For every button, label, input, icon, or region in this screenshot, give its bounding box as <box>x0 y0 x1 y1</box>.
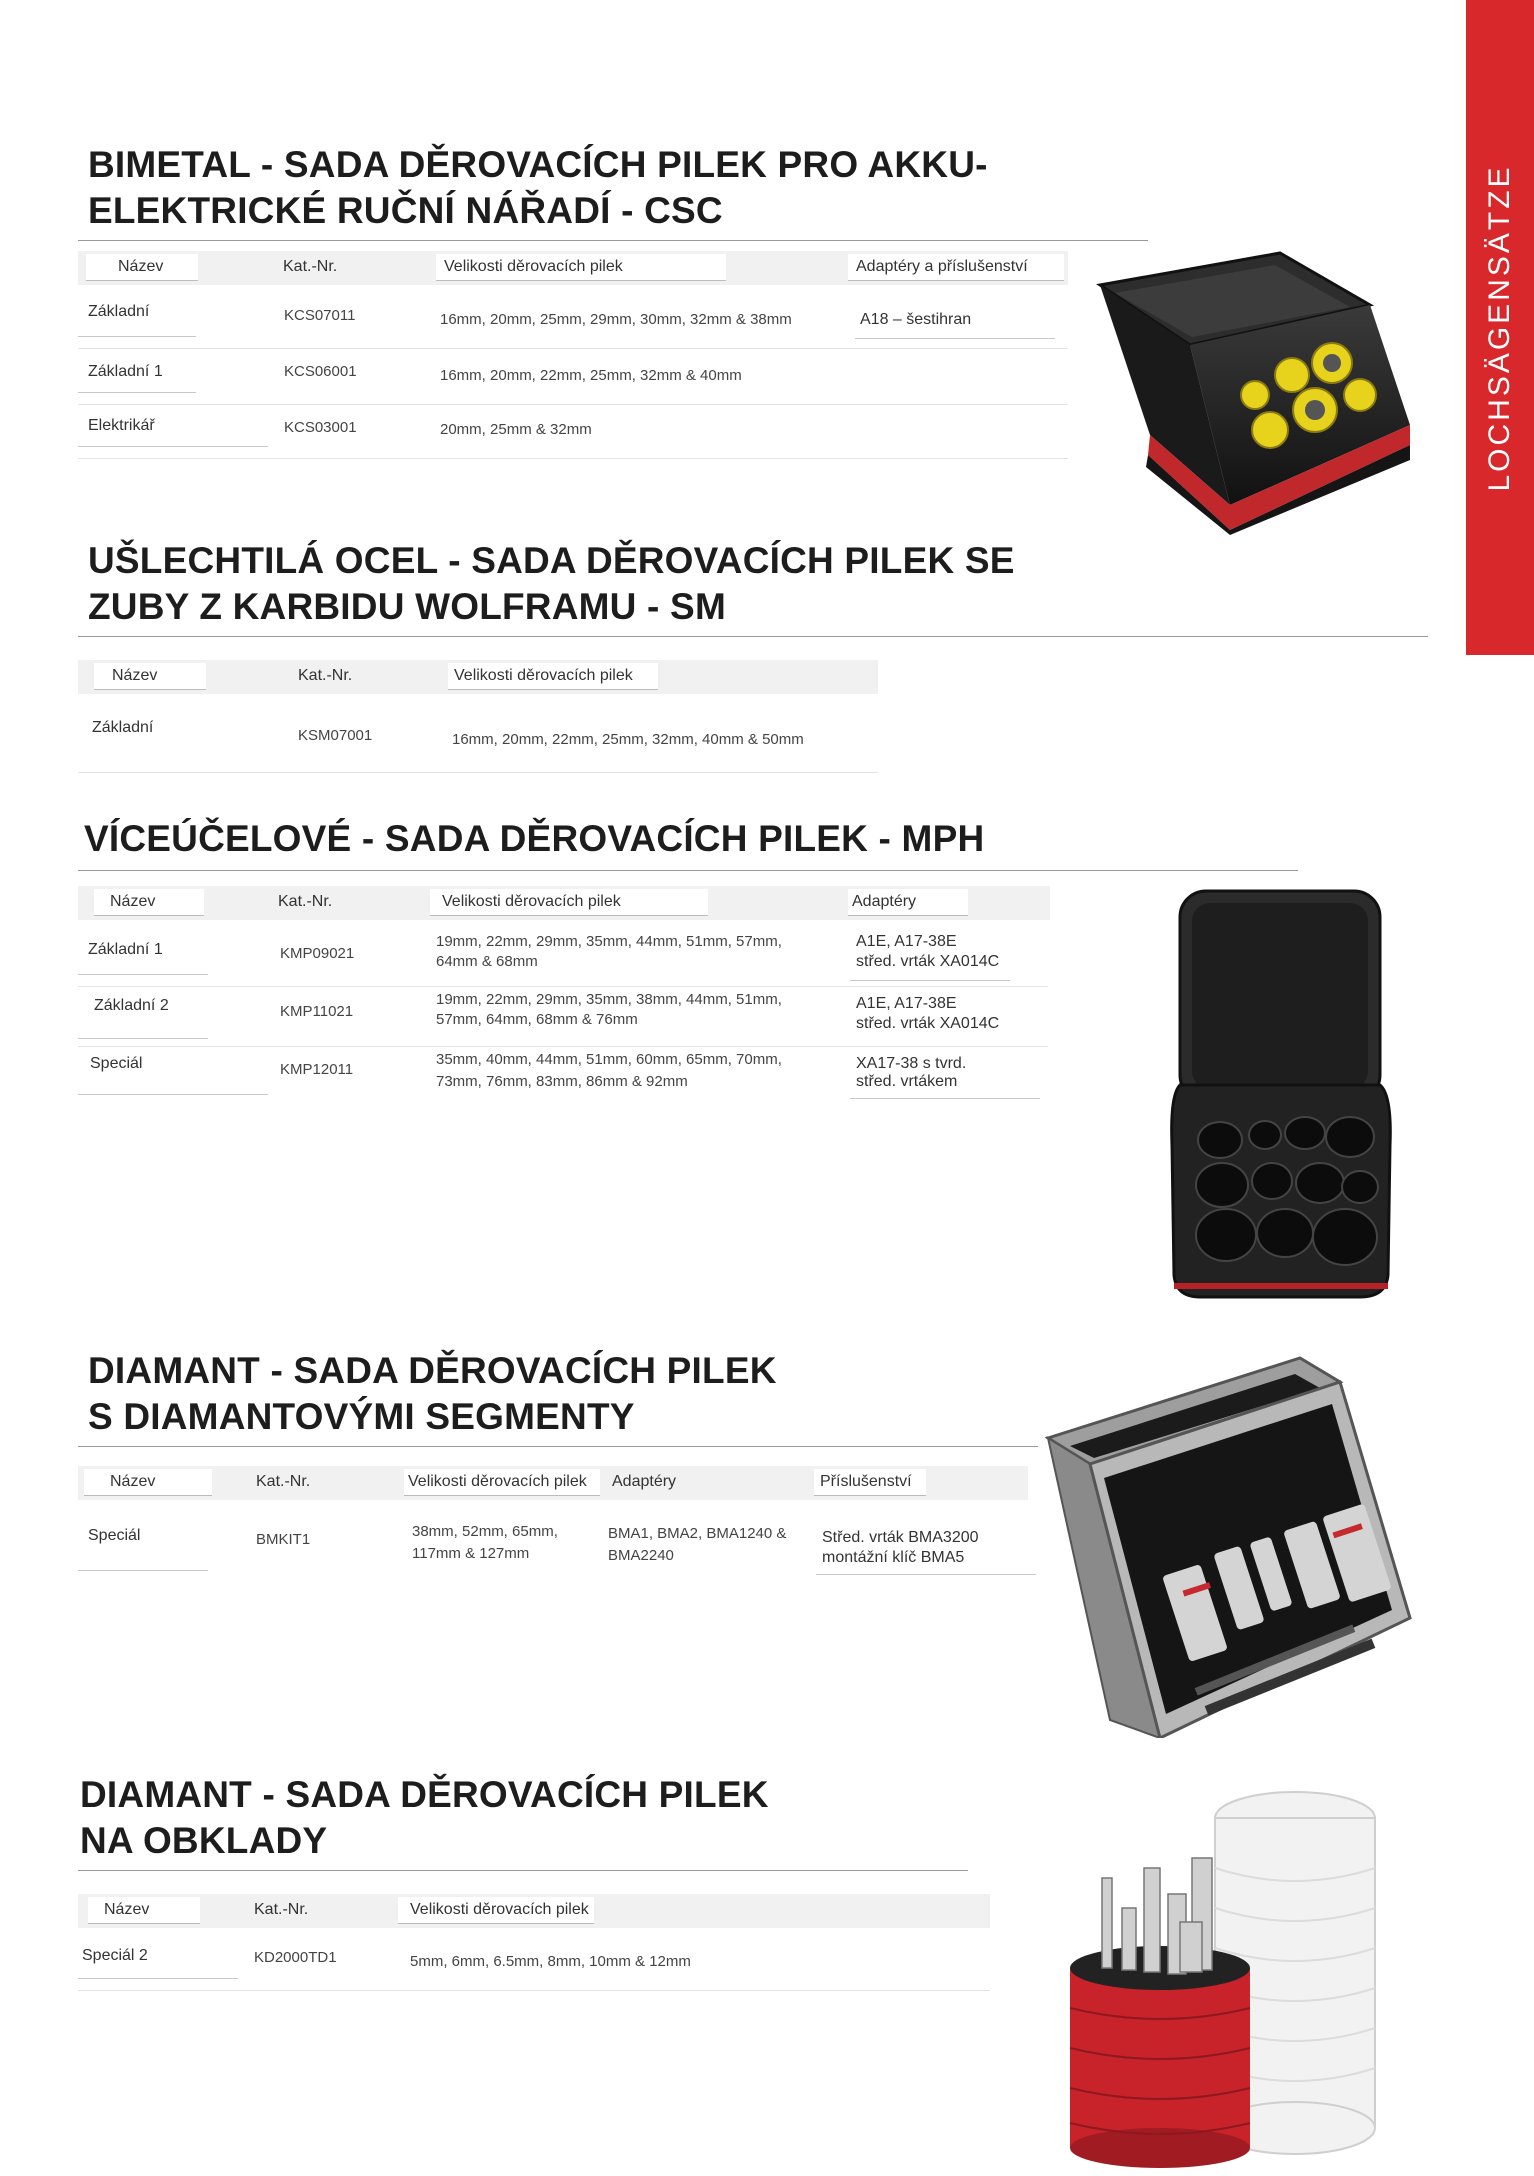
table-header <box>78 1894 990 1928</box>
header-adapters: Adaptéry a příslušenství <box>856 258 1028 275</box>
side-tab <box>1466 0 1534 655</box>
header-name: Název <box>104 1901 150 1918</box>
table-header <box>78 660 878 694</box>
section-title-line-1: BIMETAL - SADA DĚROVACÍCH PILEK PRO AKKU- <box>88 144 988 185</box>
header-accessories: Příslušenství <box>820 1473 912 1490</box>
header-name: Název <box>112 667 158 684</box>
header-name: Název <box>118 258 164 275</box>
section-title-line-1: UŠLECHTILÁ OCEL - SADA DĚROVACÍCH PILEK SE <box>88 540 1015 581</box>
title-rule <box>78 1446 1038 1447</box>
header-catno: Kat.-Nr. <box>256 1473 311 1490</box>
header-sizes: Velikosti děrovacích pilek <box>454 667 633 684</box>
product-photo-diamond-case <box>1040 1348 1420 1738</box>
header-sizes: Velikosti děrovacích pilek <box>442 893 621 910</box>
header-sizes: Velikosti děrovacích pilek <box>408 1473 587 1490</box>
header-name: Název <box>110 893 156 910</box>
title-rule <box>78 240 1148 241</box>
header-adapters: Adaptéry <box>852 893 917 910</box>
title-rule <box>78 870 1298 871</box>
table-header <box>78 251 1068 285</box>
product-photo-csc-case <box>1080 245 1420 535</box>
header-name: Název <box>110 1473 156 1490</box>
header-sizes: Velikosti děrovacích pilek <box>444 258 623 275</box>
table-header <box>78 886 1050 920</box>
side-tab-label: LOCHSÄGENSÄTZE <box>1483 163 1516 492</box>
title-rule <box>78 636 1428 637</box>
header-catno: Kat.-Nr. <box>278 893 333 910</box>
table-header <box>78 1466 1028 1500</box>
header-catno: Kat.-Nr. <box>254 1901 309 1918</box>
product-photo-mph-case <box>1160 885 1400 1305</box>
header-catno: Kat.-Nr. <box>298 667 353 684</box>
section-title-line-1: DIAMANT - SADA DĚROVACÍCH PILEK <box>80 1774 769 1815</box>
section-title-line-2: ZUBY Z KARBIDU WOLFRAMU - SM <box>88 586 726 627</box>
section-title-line-2: NA OBKLADY <box>80 1820 328 1861</box>
product-photo-tile-drill-set <box>1040 1758 1420 2168</box>
header-adapters: Adaptéry <box>612 1473 677 1490</box>
section-title-line-2: S DIAMANTOVÝMI SEGMENTY <box>88 1396 635 1437</box>
section-title-line-2: ELEKTRICKÉ RUČNÍ NÁŘADÍ - CSC <box>88 190 723 231</box>
header-sizes: Velikosti děrovacích pilek <box>410 1901 589 1918</box>
section-title-line-1: VÍCEÚČELOVÉ - SADA DĚROVACÍCH PILEK - MPH <box>84 818 985 859</box>
section-title-line-1: DIAMANT - SADA DĚROVACÍCH PILEK <box>88 1350 777 1391</box>
title-rule <box>78 1870 968 1871</box>
header-catno: Kat.-Nr. <box>283 258 338 275</box>
